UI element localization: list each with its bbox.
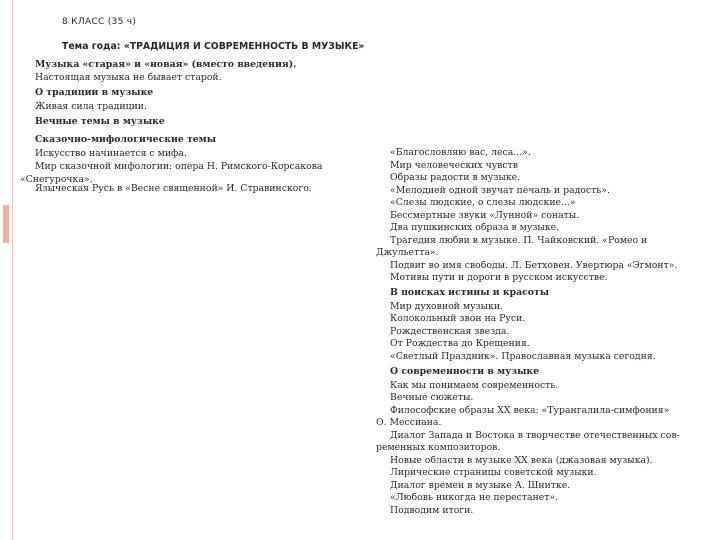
- right-line-15: Рождественская звезда.: [390, 326, 510, 337]
- right-line-22: О. Мессиана.: [376, 417, 442, 428]
- right-line-3: Образы радости в музыке.: [390, 172, 521, 183]
- left-line-8: Мир сказочной мифологии: опера Н. Римского-Корсакова: [35, 161, 323, 172]
- right-line-20: Вечные сюжеты.: [390, 392, 474, 403]
- frame-border-line: [12, 0, 13, 540]
- right-line-5: «Слезы людские, о слезы людские...»: [390, 197, 576, 208]
- section-heading-eternal-themes: Вечные темы в музыке: [35, 116, 165, 127]
- year-theme-heading: Тема года: «ТРАДИЦИЯ И СОВРЕМЕННОСТЬ В МУЗЫКЕ»: [62, 41, 365, 52]
- right-line-19: Как мы понимаем современность.: [390, 380, 559, 391]
- right-line-4: «Мелодией одной звучат печаль и радость».: [390, 185, 610, 196]
- left-line-2: Настоящая музыка не бывает старой.: [35, 72, 222, 83]
- section-heading-modernity: О современности в музыке: [390, 366, 540, 377]
- right-line-9: Джульетта».: [376, 247, 439, 258]
- right-line-24: ременных композиторов.: [376, 442, 501, 453]
- left-line-7: Искусство начинается с мифа.: [35, 148, 187, 159]
- right-line-10: Подвиг во имя свободы. Л. Бетховен. Увертюра «Эгмонт».: [390, 260, 678, 271]
- right-line-7: Два пушкинских образа в музыке.: [390, 222, 560, 233]
- left-line-9: «Снегурочка».: [20, 174, 93, 185]
- grade-heading: 8 КЛАСС (35 ч): [62, 17, 137, 27]
- right-line-8: Трагедия любви в музыке. П. Чайковский. «Ромео и: [390, 235, 648, 246]
- right-line-14: Колокольный звон на Руси.: [390, 313, 526, 324]
- right-line-23: Диалог Запада и Востока в творчестве отечественных сов-: [390, 430, 680, 441]
- left-line-4: Живая сила традиции.: [35, 101, 147, 112]
- right-line-28: «Любовь никогда не перестанет».: [390, 492, 559, 503]
- right-line-26: Лирические страницы советской музыки.: [390, 467, 597, 478]
- right-line-29: Подводим итоги.: [390, 505, 474, 516]
- right-line-6: Бессмертные звуки «Лунной» сонаты.: [390, 210, 580, 221]
- section-heading-truth-beauty: В поисках истины и красоты: [390, 287, 550, 298]
- section-heading-fairy-tale: Сказочно-мифологические темы: [35, 134, 217, 145]
- right-line-17: «Светлый Праздник». Православная музыка сегодня.: [390, 351, 656, 362]
- right-line-27: Диалог времен в музыке А. Шнитке.: [390, 480, 571, 491]
- right-line-2: Мир человеческих чувств: [390, 160, 519, 171]
- right-line-21: Философские образы XX века: «Турангалила-симфония»: [390, 405, 670, 416]
- right-line-13: Мир духовной музыки.: [390, 301, 503, 312]
- curriculum-page: [20, 0, 710, 540]
- left-line-10: Языческая Русь в «Весне священной» И. Стравинского.: [35, 183, 312, 194]
- left-line-1: Музыка «старая» и «новая» (вместо введения).: [35, 59, 297, 70]
- right-line-1: «Благословляю вас, леса...».: [390, 147, 531, 158]
- right-line-16: От Рождества до Крещения.: [390, 338, 530, 349]
- right-line-11: Мотивы пути и дороги в русском искусстве.: [390, 272, 608, 283]
- section-heading-tradition: О традиции в музыке: [35, 87, 154, 98]
- accent-bar: [3, 205, 9, 243]
- right-line-25: Новые области в музыке XX века (джазовая музыка).: [390, 455, 653, 466]
